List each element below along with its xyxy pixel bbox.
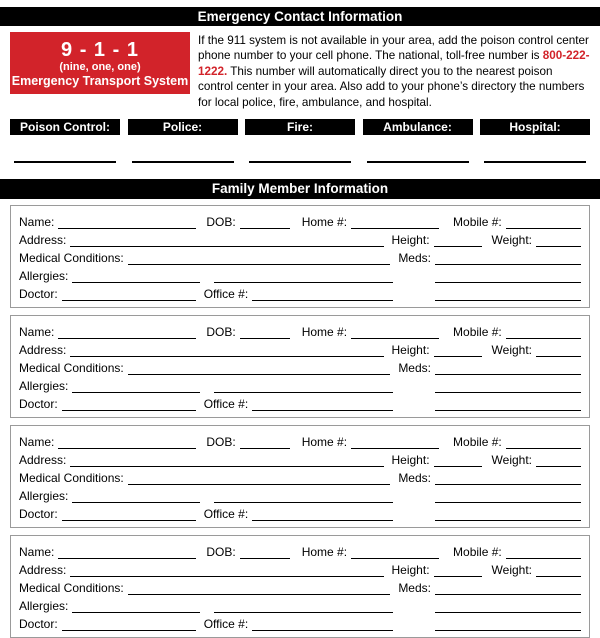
police-blank-line [132, 161, 234, 163]
hospital-blank-line [484, 161, 586, 163]
medical-conditions-label: Medical Conditions: [19, 251, 124, 266]
poison-control-blank-line [14, 161, 116, 163]
mobile-phone-label: Mobile #: [453, 215, 502, 230]
weight-label: Weight: [491, 453, 532, 468]
poison-control-paragraph [198, 32, 590, 110]
home-phone-label: Home #: [301, 325, 348, 340]
name-label: Name: [19, 545, 55, 560]
member-row-address [19, 339, 581, 357]
911-system-label: Emergency Transport System [11, 74, 189, 88]
emergency-contacts-blank-lines [10, 161, 590, 163]
mobile-phone-blank-line [506, 216, 581, 229]
doctor-label: Doctor: [19, 507, 58, 522]
name-blank-line [58, 326, 196, 339]
height-blank-line [434, 564, 482, 577]
member-row-medical [19, 247, 581, 265]
home-phone-blank-line [351, 216, 439, 229]
emergency-contacts-labels [10, 119, 590, 135]
dob-label: DOB: [206, 435, 236, 450]
meds-blank-line [435, 252, 581, 265]
paragraph-text-before: If the 911 system is not available in your area, add the poison control center phone number to your cell phone. The national, toll-free number is [198, 34, 589, 63]
member-row-doctor [19, 283, 581, 301]
weight-blank-line [536, 454, 581, 467]
office-phone-label: Office #: [203, 397, 249, 412]
allergies-blank-line [72, 270, 200, 283]
address-label: Address: [19, 343, 67, 358]
family-member-blocks [10, 205, 590, 638]
family-member-block [10, 425, 590, 528]
name-blank-line [58, 216, 196, 229]
911-number: 9 - 1 - 1 [61, 39, 139, 61]
height-blank-line [434, 234, 482, 247]
meds-label: Meds: [398, 471, 431, 486]
member-row-medical [19, 467, 581, 485]
allergies-extra-blank-line [214, 270, 393, 283]
member-row-name [19, 211, 581, 229]
address-blank-line [70, 344, 383, 357]
doctor-blank-line [62, 288, 196, 301]
medical-conditions-label: Medical Conditions: [19, 361, 124, 376]
office-phone-label: Office #: [203, 287, 249, 302]
home-phone-label: Home #: [301, 545, 348, 560]
section-header-family: Family Member Information [0, 179, 600, 199]
family-member-block [10, 535, 590, 638]
height-label: Height: [391, 233, 430, 248]
weight-blank-line [536, 344, 581, 357]
dob-label: DOB: [206, 325, 236, 340]
mobile-phone-blank-line [506, 436, 581, 449]
dob-label: DOB: [206, 545, 236, 560]
weight-blank-line [536, 234, 581, 247]
mobile-phone-blank-line [506, 326, 581, 339]
allergies-blank-line [72, 380, 200, 393]
allergies-label: Allergies: [19, 379, 69, 394]
name-label: Name: [19, 325, 55, 340]
allergies-extra-blank-line [214, 600, 393, 613]
office-phone-blank-line [252, 398, 393, 411]
meds-extra-blank-line-2 [435, 618, 581, 631]
contact-label-poison-control: Poison Control: [10, 119, 120, 135]
medical-conditions-blank-line [128, 252, 391, 265]
allergies-label: Allergies: [19, 599, 69, 614]
meds-extra-blank-line-2 [435, 398, 581, 411]
meds-blank-line [435, 472, 581, 485]
family-member-block [10, 315, 590, 418]
fire-blank-line [249, 161, 351, 163]
height-label: Height: [391, 453, 430, 468]
name-label: Name: [19, 215, 55, 230]
medical-conditions-label: Medical Conditions: [19, 581, 124, 596]
member-row-address [19, 229, 581, 247]
mobile-phone-label: Mobile #: [453, 325, 502, 340]
height-blank-line [434, 344, 482, 357]
home-phone-label: Home #: [301, 435, 348, 450]
meds-extra-blank-line-1 [435, 270, 581, 283]
dob-blank-line [240, 326, 290, 339]
member-row-allergies [19, 265, 581, 283]
contact-label-fire: Fire: [245, 119, 355, 135]
meds-extra-blank-line-2 [435, 508, 581, 521]
name-blank-line [58, 546, 196, 559]
office-phone-blank-line [252, 288, 393, 301]
911-red-box [10, 32, 190, 94]
name-label: Name: [19, 435, 55, 450]
doctor-blank-line [62, 508, 196, 521]
height-label: Height: [391, 343, 430, 358]
member-row-allergies [19, 375, 581, 393]
meds-blank-line [435, 582, 581, 595]
meds-extra-blank-line-1 [435, 600, 581, 613]
medical-conditions-blank-line [128, 472, 391, 485]
contact-label-police: Police: [128, 119, 238, 135]
contact-label-hospital: Hospital: [480, 119, 590, 135]
meds-extra-blank-line-1 [435, 380, 581, 393]
home-phone-label: Home #: [301, 215, 348, 230]
member-row-address [19, 559, 581, 577]
911-info-row [10, 32, 590, 110]
name-blank-line [58, 436, 196, 449]
member-row-address [19, 449, 581, 467]
doctor-label: Doctor: [19, 287, 58, 302]
weight-label: Weight: [491, 563, 532, 578]
address-blank-line [70, 454, 383, 467]
contact-label-ambulance: Ambulance: [363, 119, 473, 135]
medical-conditions-label: Medical Conditions: [19, 471, 124, 486]
weight-label: Weight: [491, 343, 532, 358]
meds-blank-line [435, 362, 581, 375]
meds-extra-blank-line-2 [435, 288, 581, 301]
mobile-phone-label: Mobile #: [453, 435, 502, 450]
weight-blank-line [536, 564, 581, 577]
member-row-name [19, 431, 581, 449]
allergies-label: Allergies: [19, 489, 69, 504]
dob-label: DOB: [206, 215, 236, 230]
member-row-doctor [19, 503, 581, 521]
member-row-allergies [19, 595, 581, 613]
dob-blank-line [240, 216, 290, 229]
member-row-allergies [19, 485, 581, 503]
office-phone-label: Office #: [203, 617, 249, 632]
address-label: Address: [19, 233, 67, 248]
medical-conditions-blank-line [128, 362, 391, 375]
allergies-extra-blank-line [214, 380, 393, 393]
allergies-blank-line [72, 600, 200, 613]
height-label: Height: [391, 563, 430, 578]
family-member-block [10, 205, 590, 308]
member-row-name [19, 321, 581, 339]
home-phone-blank-line [351, 326, 439, 339]
home-phone-blank-line [351, 546, 439, 559]
address-label: Address: [19, 563, 67, 578]
doctor-blank-line [62, 398, 196, 411]
doctor-label: Doctor: [19, 397, 58, 412]
member-row-name [19, 541, 581, 559]
ambulance-blank-line [367, 161, 469, 163]
office-phone-blank-line [252, 618, 393, 631]
mobile-phone-blank-line [506, 546, 581, 559]
doctor-blank-line [62, 618, 196, 631]
home-phone-blank-line [351, 436, 439, 449]
address-blank-line [70, 234, 383, 247]
poison-control-phone: 800-222-1222. [198, 49, 590, 78]
medical-conditions-blank-line [128, 582, 391, 595]
address-blank-line [70, 564, 383, 577]
dob-blank-line [240, 436, 290, 449]
height-blank-line [434, 454, 482, 467]
weight-label: Weight: [491, 233, 532, 248]
member-row-doctor [19, 613, 581, 631]
meds-label: Meds: [398, 251, 431, 266]
member-row-medical [19, 577, 581, 595]
address-label: Address: [19, 453, 67, 468]
allergies-blank-line [72, 490, 200, 503]
911-words: (nine, one, one) [59, 61, 141, 73]
allergies-extra-blank-line [214, 490, 393, 503]
member-row-doctor [19, 393, 581, 411]
allergies-label: Allergies: [19, 269, 69, 284]
office-phone-label: Office #: [203, 507, 249, 522]
member-row-medical [19, 357, 581, 375]
doctor-label: Doctor: [19, 617, 58, 632]
meds-extra-blank-line-1 [435, 490, 581, 503]
office-phone-blank-line [252, 508, 393, 521]
meds-label: Meds: [398, 581, 431, 596]
dob-blank-line [240, 546, 290, 559]
mobile-phone-label: Mobile #: [453, 545, 502, 560]
emergency-contact-form [0, 7, 600, 630]
section-header-emergency: Emergency Contact Information [0, 7, 600, 26]
paragraph-text-after: This number will automatically direct you to the nearest poison control center in your area. Also add to your phone’s directory the numbers for local police, fire, ambulance, and hospital. [198, 64, 585, 109]
meds-label: Meds: [398, 361, 431, 376]
